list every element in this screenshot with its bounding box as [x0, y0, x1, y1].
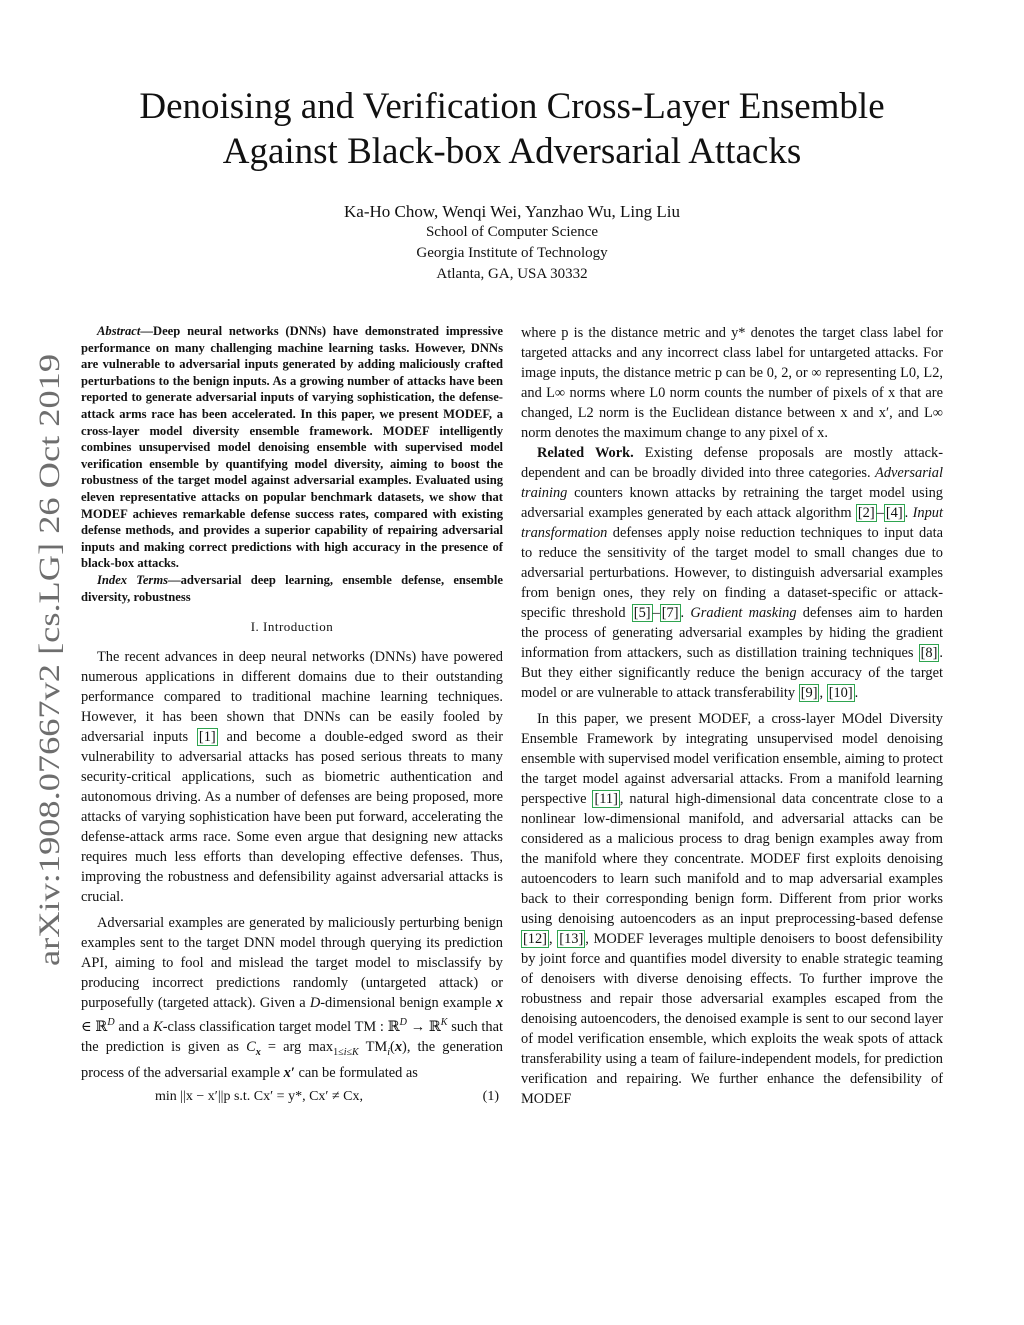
- intro-paragraph-1: The recent advances in deep neural networks (DNNs) have powered numerous applications in different domains due to their outstanding performance compared to traditional machine learning techniques. However, it has been shown that DNNs can be easily fooled by adversarial inputs [1] and become a double-edged sword as their vulnerability to adversarial attacks has posed serious threats to many security-critical applications, such as biometric authentication and autonomous driving. As a number of defenses are being proposed, more attacks of varying sophistication have been put forward, accelerating the defense-attack arms race. Some even argue that designing new attacks requires much less efforts than developing effective defenses. Thus, improving the robustness and defensibility against adversarial attacks is crucial.: [81, 649, 503, 906]
- index-terms: [81, 572, 503, 605]
- affiliation-line: Atlanta, GA, USA 30332: [436, 266, 588, 282]
- affiliation-line: School of Computer Science: [425, 224, 599, 240]
- intro-paragraph-2: Adversarial examples are generated by maliciously perturbing benign examples sent to the target DNN model through querying its prediction API, aiming to fool and mislead the target model to misclassify by producing incorrect predictions randomly (untargeted attack) or purposefully (targeted attack). Given a D-dimensional benign example x ∈ ℝ$^D$ and a K-class classification target model TM : ℝ$^D$ → ℝ$^K$ such that the prediction is given as $C_x$ = arg $\max_{1\le i\le K} TM_i(x)$, the generation process of the adversarial example x′ can be formulated as: [81, 915, 504, 1081]
- title-line-2: Against Black-box Adversarial Attacks: [222, 131, 802, 172]
- equation-number: (1): [482, 1088, 499, 1104]
- arxiv-identifier-stamp: [32, 350, 66, 970]
- paragraph-modef: In this paper, we present MODEF, a cross-layer MOdel Diversity Ensemble Framework by integrating unsupervised model denoising ensemble with supervised model verification ensemble, aiming to protect the target model against adversarial attacks. From a manifold learning perspective [11] , natural high-dimensional data concentrate close to a nonlinear low-dimensional manifold, and adversarial attacks can be considered as a malicious process to drag benign examples away from the manifold where they concentrate. MODEF first exploits denoising autoencoders to learn such manifold and to map adversarial examples back to their corresponding benign form. Different from prior works using denoising autoencoders as an input preprocessing-based defense [12] , [13] , MODEF leverages multiple denoisers to boost defensibility by joint force and quantifies model diversity to enable strategic teaming of denoisers with diverse denoising effects. To further improve the robustness and repair those adversarial examples escaped from the denoising autoencoders, the denoised example is sent to our second layer of model verification ensemble, which exploits the weak spots of attack transferability using a team of failure-independent models, for prediction verification and repairing. We further enhance the defensibility of MODEF: [521, 711, 944, 1107]
- left-column: [81, 323, 503, 1109]
- citation-link[interactable]: [8]: [920, 645, 938, 661]
- related-work-label: Related Work.: [537, 445, 634, 461]
- paragraph-related-work: Related Work. Existing defense proposals are mostly attack-dependent and can be broadly divided into three categories. Adversarial training counters known attacks by retraining the target model using adversarial examples generated by each attack algorithm [2] – [4] . Input transformation defenses apply noise reduction techniques to input data to reduce the sensitivity of the target model to small changes due to adversarial perturbations. However, to distinguish adversarial examples from benign ones, they rely on finding a dataset-specific or attack-specific threshold [5] – [7] . Gradient masking defenses aim to harden the process of generating adversarial examples by hiding the gradient information from attackers, such as distillation training techniques [8] . But they either significantly reduce the benign accuracy of the target model or are vulnerable to attack transferability [9] , [10] .: [521, 445, 943, 701]
- arxiv-identifier-text: arXiv:1908.07667v2 [cs.LG] 26 Oct 2019: [33, 461, 66, 966]
- abstract-label: Abstract: [97, 324, 141, 338]
- section-heading: I. Introduction: [250, 619, 334, 635]
- citation-link[interactable]: [7]: [661, 605, 679, 621]
- index-terms-text: —adversarial deep learning, ensemble defense, ensemble diversity, robustness: [81, 572, 503, 604]
- affiliation-line: Georgia Institute of Technology: [416, 245, 608, 261]
- citation-link[interactable]: [4]: [885, 505, 903, 521]
- equation-body: min ||x − x′||p s.t. Cx′ = y*, Cx′ ≠ Cx,: [155, 1088, 364, 1104]
- citation-link[interactable]: [13]: [559, 931, 584, 947]
- equation-1: [81, 1087, 503, 1109]
- citation-link[interactable]: [11]: [594, 791, 618, 807]
- citation-link[interactable]: [9]: [800, 685, 818, 701]
- abstract: [81, 323, 503, 572]
- index-terms-label: Index Terms: [97, 572, 169, 587]
- abstract-text: —Deep neural networks (DNNs) have demonstrated impressive performance on many challenging machine learning tasks. However, DNNs are vulnerable to adversarial inputs generated by adding maliciously crafted perturbations to the benign inputs. As a growing number of attacks have been reported to generate adversarial inputs of varying sophistication, the defense-attack arms race has been accelerated. In this paper, we present MODEF, a cross-layer model diversity ensemble framework. MODEF intelligently combines unsupervised model denoising ensemble with supervised model verification ensemble by quantifying model diversity, aiming to boost the robustness of the target model against adversarial examples. Evaluated using eleven representative attacks on popular benchmark datasets, we show that MODEF achieves remarkable defense success rates, compared with existing defense methods, and provides a superior capability of repairing adversarial inputs and making correct predictions with high accuracy in the presence of black-box attacks.: [81, 324, 503, 571]
- citation-link[interactable]: [2]: [857, 505, 875, 521]
- paragraph-distance-metric: where p is the distance metric and y* denotes the target class label for targeted attacks and any incorrect class label for untargeted attacks. For image inputs, the distance metric p can be 0, 2, or ∞ representing L0, L2, and L∞ norms where L0 norm counts the number of pixels of x that are changed, L2 norm is the Euclidean distance between x and x′, and L∞ norm denotes the maximum change to any pixel of x.: [521, 325, 943, 441]
- citation-link[interactable]: [12]: [523, 931, 547, 947]
- title-line-1: Denoising and Verification Cross-Layer Ensemble: [139, 86, 885, 127]
- author-block: [212, 201, 812, 285]
- right-column: [521, 323, 943, 1109]
- citation-link[interactable]: [10]: [828, 685, 853, 701]
- paper-title: [60, 84, 964, 174]
- author-names: Ka-Ho Chow, Wenqi Wei, Yanzhao Wu, Ling Liu: [344, 202, 680, 221]
- citation-link[interactable]: [1]: [198, 729, 216, 746]
- citation-link[interactable]: [5]: [633, 605, 651, 621]
